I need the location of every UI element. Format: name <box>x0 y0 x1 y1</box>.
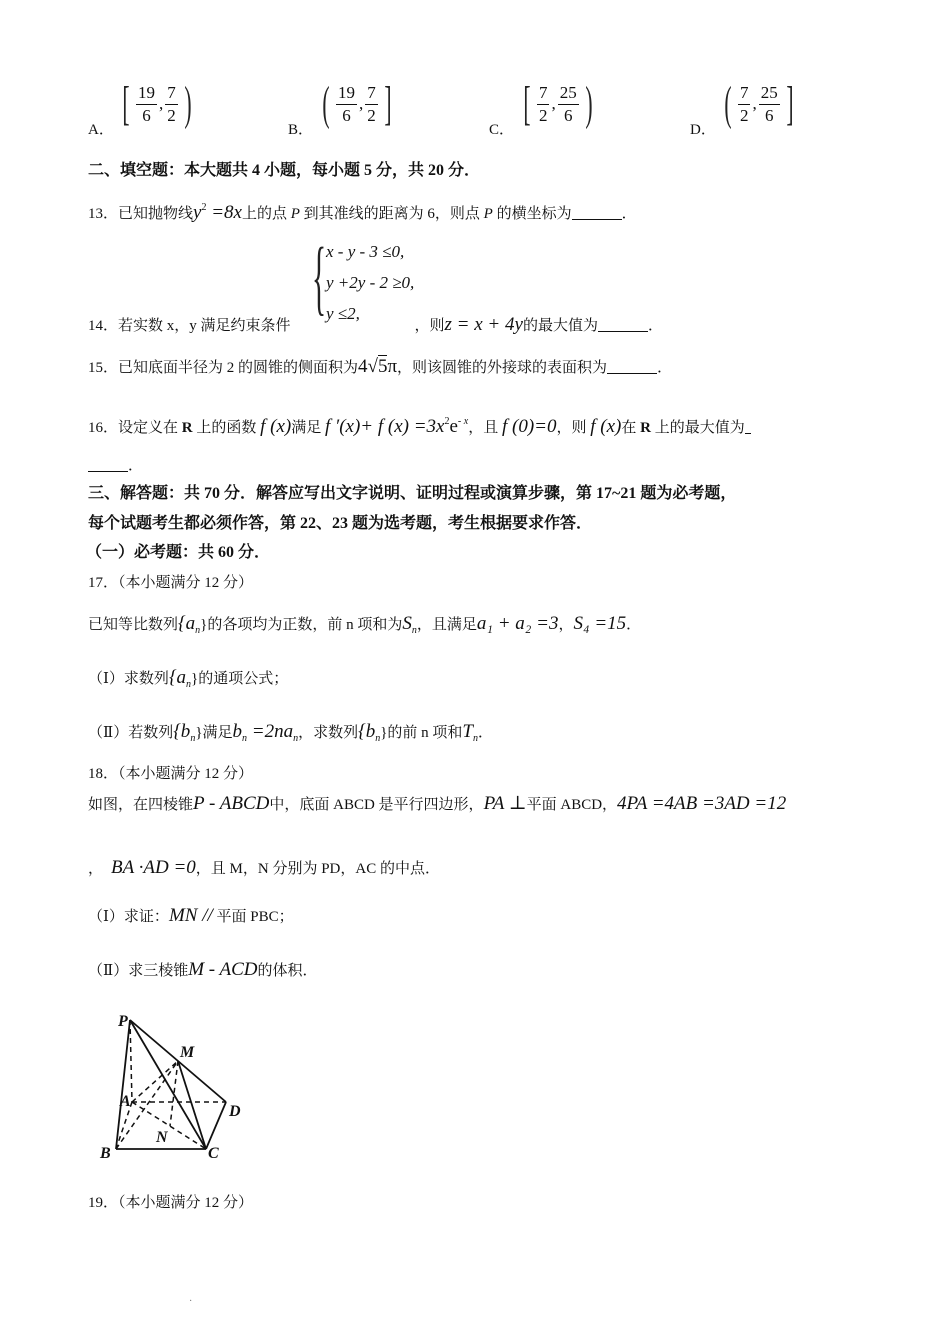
q14-inequality-2: y +2y - 2 ≥0, <box>326 273 415 292</box>
q15-sqrt-icon: √ <box>367 356 378 377</box>
q16-suffix: 上的最大值为 <box>650 420 745 436</box>
question-16-cont <box>88 456 143 476</box>
q17-part1-seq-sub: n <box>186 679 192 690</box>
edge-pc <box>130 1020 206 1149</box>
q17-title: 17．（本小题满分 12 分） <box>88 575 254 591</box>
option-d-interval: ( $\frac{7}{2}$ , $\frac{25}{6}$ ] <box>724 77 794 130</box>
q18-part1-a: （Ⅰ）求证： <box>88 909 169 925</box>
q17-S-sub: n <box>411 625 417 636</box>
q17-part2-c: ，求数列 <box>298 725 359 741</box>
q14-end: ． <box>647 318 663 334</box>
q18-stem-cont <box>88 858 440 879</box>
option-d-label: D． <box>690 122 716 138</box>
q18-part-2 <box>88 960 318 981</box>
section-2-heading: 二、填空题：本大题共 4 小题，每小题 5 分，共 20 分． <box>88 162 481 179</box>
q17-condition-2: S₄ =15 <box>573 613 627 634</box>
q18-part1-b: 平面 PBC； <box>212 909 294 925</box>
option-b-left-bracket: ( <box>322 77 330 130</box>
option-b-num-1: 19 <box>336 82 357 105</box>
label-p: P <box>118 1013 128 1030</box>
question-13 <box>88 198 637 224</box>
segment-am <box>132 1061 178 1102</box>
q13-end: ． <box>621 206 637 222</box>
q14-mid: ，则 <box>414 318 445 334</box>
q18-pyramid-figure <box>96 1010 256 1162</box>
option-a-left-bracket: [ <box>122 77 130 130</box>
q16-mid1: 上的函数 <box>192 420 261 436</box>
q16-R-2: R <box>640 420 651 436</box>
q13-formula-y: y <box>193 202 202 223</box>
q16-mid4: ，则 <box>556 420 591 436</box>
option-d-right-bracket: ] <box>786 77 794 130</box>
option-d-num-2: 25 <box>759 82 780 105</box>
option-c-num-2: 25 <box>558 82 579 105</box>
q16-differential-eq: f ′(x)+ f (x) =3x <box>325 416 445 437</box>
q17-part2-a: （Ⅱ）若数列 <box>88 725 174 741</box>
option-d-den-2: 6 <box>764 105 774 125</box>
q16-fx-2: f (x) <box>590 416 622 437</box>
q16-initial-condition: f (0)=0 <box>501 416 557 437</box>
diagonal-ac <box>132 1102 206 1149</box>
label-d: D <box>229 1103 241 1120</box>
q18-pyramid: P - ABCD <box>193 793 270 814</box>
q14-answer-blank[interactable] <box>598 317 648 332</box>
q17-stem <box>88 614 641 641</box>
q13-formula-rhs: =8x <box>206 202 242 223</box>
q16-e-exp: - x <box>457 416 469 427</box>
q13-formula-exp: 2 <box>201 202 207 213</box>
q18-lead-comma: ， <box>88 861 104 877</box>
q16-mid2: 满足 <box>291 420 326 436</box>
q18-perp: PA ⊥ <box>483 793 527 814</box>
option-d-fraction-1 <box>738 82 751 127</box>
q13-point-p: P <box>290 206 300 222</box>
q17-rel-rhs: =2na <box>247 721 294 742</box>
q17-seq-a-sub: n <box>195 625 201 636</box>
option-b-num-2: 7 <box>365 82 378 105</box>
q14-brace: { <box>312 231 327 324</box>
q17-condition-1: a₁ + a₂ =3 <box>476 613 559 634</box>
q17-part2-seq-2-sub: n <box>375 733 381 744</box>
q15-answer-blank[interactable] <box>607 359 657 374</box>
option-c-fraction-1 <box>537 82 550 127</box>
option-b-den-2: 2 <box>367 105 376 125</box>
q16-answer-blank-end[interactable] <box>88 457 128 472</box>
option-c-fraction-2 <box>558 82 579 127</box>
q17-part1-a: （Ⅰ）求数列 <box>88 671 169 687</box>
q18-stem-d: ，且 M，N 分别为 PD，AC 的中点． <box>195 861 440 877</box>
q16-R: R <box>181 420 193 436</box>
q18-title: 18．（本小题满分 12 分） <box>88 766 254 782</box>
q13-text-b: 到其准线的距离为 6，则点 <box>299 206 484 222</box>
q17-T-sub: n <box>473 733 478 744</box>
q16-e: e <box>449 416 458 437</box>
q17-part2-seq-2: {b <box>358 721 376 742</box>
option-b-den-1: 6 <box>342 105 351 125</box>
q14-suffix: 的最大值为 <box>522 318 598 334</box>
q18-stem <box>88 794 786 815</box>
q15-prefix: 15．已知底面半径为 2 的圆锥的侧面积为 <box>88 360 359 376</box>
footer-dot: · <box>189 1296 193 1307</box>
q15-suffix: ，则该圆锥的外接球的表面积为 <box>397 360 608 376</box>
q17-stem-c: ，且满足 <box>416 617 477 633</box>
option-b-interval: ( $\frac{19}{6}$ , $\frac{7}{2}$ ] <box>322 77 392 130</box>
q17-T: T <box>462 721 473 742</box>
option-a-num-2: 7 <box>165 82 178 105</box>
option-a-interval: [ $\frac{19}{6}$ , $\frac{7}{2}$ ) <box>122 77 192 130</box>
q18-part-1 <box>88 906 294 927</box>
option-b-right-bracket: ] <box>384 77 392 130</box>
q16-mid3: ，且 <box>468 420 502 436</box>
q17-part2-seq: {b <box>173 721 191 742</box>
q18-part2-a: （Ⅱ）求三棱锥 <box>88 963 189 979</box>
q17-stem-a: 已知等比数列 <box>88 617 179 633</box>
label-m: M <box>180 1044 195 1061</box>
q19-title: 19．（本小题满分 12 分） <box>88 1195 254 1211</box>
q17-part1-seq: {a <box>168 667 187 688</box>
q16-deq-exp: 2 <box>444 416 450 427</box>
q18-parallel: MN // <box>168 905 213 926</box>
q13-text-c: 的横坐标为 <box>492 206 572 222</box>
q14-prefix: 14．若实数 x，y 满足约束条件 <box>88 318 291 334</box>
edge-cd <box>206 1102 226 1149</box>
q13-answer-blank[interactable] <box>572 205 622 220</box>
q17-stem-b: }的各项均为正数，前 n 项和为 <box>200 617 403 633</box>
option-a-fraction-2 <box>165 82 178 127</box>
option-b-fraction-1 <box>336 82 357 127</box>
q17-seq-a: {a <box>178 613 196 634</box>
option-a-fraction-1 <box>136 82 157 127</box>
option-a-den-2: 2 <box>167 105 176 125</box>
section-3-subheading: （一）必考题：共 60 分． <box>86 544 271 561</box>
q17-rel-b-sub: n <box>242 733 248 744</box>
option-d-left-bracket: ( <box>724 77 732 130</box>
question-16 <box>88 412 751 438</box>
label-b: B <box>100 1145 111 1162</box>
option-a-label: A． <box>88 122 114 138</box>
q17-part2-d: }的前 n 项和 <box>380 725 463 741</box>
option-d-num-1: 7 <box>738 82 751 105</box>
q18-tetrahedron: M - ACD <box>188 959 258 980</box>
q18-stem-a: 如图，在四棱锥 <box>88 797 194 813</box>
label-a: A <box>120 1093 131 1110</box>
q14-objective: z = x + 4y <box>444 314 523 335</box>
q13-text-a: 上的点 <box>241 206 291 222</box>
q14-inequality-3: y ≤2, <box>326 304 360 323</box>
q15-area-coef: 4 <box>358 356 368 377</box>
option-c-den-2: 6 <box>563 105 573 125</box>
q18-dot-product: BA ·AD =0 <box>111 857 196 878</box>
q18-part2-b: 的体积． <box>257 963 318 979</box>
question-15 <box>88 357 672 378</box>
q16-mid5: 在 <box>621 420 641 436</box>
option-c-left-bracket: [ <box>523 77 531 130</box>
section-3-heading-line-1: 三、解答题：共 70 分．解答应写出文字说明、证明过程或演算步骤，第 17~21 题为必考题， <box>88 485 737 502</box>
option-c-den-1: 2 <box>538 105 548 125</box>
q16-fx: f (x) <box>260 416 292 437</box>
option-d-fraction-2 <box>759 82 780 127</box>
q14-inequality-1: x - y - 3 ≤0, <box>326 242 405 261</box>
q15-area-pi: π <box>387 356 398 377</box>
option-c-label: C． <box>489 122 515 138</box>
q18-lengths: 4PA =4AB =3AD =12 <box>617 793 787 814</box>
q17-part-2 <box>88 722 493 749</box>
label-n: N <box>156 1129 168 1146</box>
q18-stem-c: 平面 ABCD， <box>526 797 618 813</box>
q17-end: ． <box>626 617 642 633</box>
option-d-den-1: 2 <box>739 105 749 125</box>
edge-pa <box>130 1020 132 1102</box>
q17-part2-end: ． <box>478 725 494 741</box>
option-b-label: B． <box>288 122 314 138</box>
option-b-fraction-2 <box>365 82 378 127</box>
q17-rel-b: b <box>232 721 243 742</box>
option-c-interval: [ $\frac{7}{2}$ , $\frac{25}{6}$ ) <box>523 77 593 130</box>
q17-part2-seq-sub: n <box>190 733 196 744</box>
q17-comma: ， <box>558 617 574 633</box>
segment-mc <box>178 1061 206 1149</box>
option-a-num-1: 19 <box>136 82 157 105</box>
option-a-den-1: 6 <box>142 105 151 125</box>
q16-end: ． <box>128 458 144 474</box>
q13-point-p-2: P <box>483 206 493 222</box>
option-c-right-bracket: ) <box>585 77 593 130</box>
q17-part1-b: }的通项公式； <box>191 671 289 687</box>
q15-end: ． <box>657 360 673 376</box>
q17-part-1 <box>88 668 288 695</box>
q13-prefix: 13．已知抛物线 <box>88 206 194 222</box>
q16-answer-blank-start[interactable] <box>745 419 751 434</box>
option-c-num-1: 7 <box>537 82 550 105</box>
q15-area-radicand: 5 <box>377 356 388 377</box>
q17-rel-rhs-sub: n <box>293 733 299 744</box>
q17-part2-b: }满足 <box>195 725 233 741</box>
q16-prefix: 16．设定义在 <box>88 420 182 436</box>
question-14 <box>88 315 663 336</box>
section-3-heading-line-2: 每个试题考生都必须作答，第 22、23 题为选考题，考生根据要求作答． <box>88 515 593 532</box>
q17-S: S <box>402 613 412 634</box>
q18-stem-b: 中，底面 ABCD 是平行四边形， <box>269 797 484 813</box>
option-a-right-bracket: ) <box>184 77 192 130</box>
label-c: C <box>208 1145 219 1162</box>
